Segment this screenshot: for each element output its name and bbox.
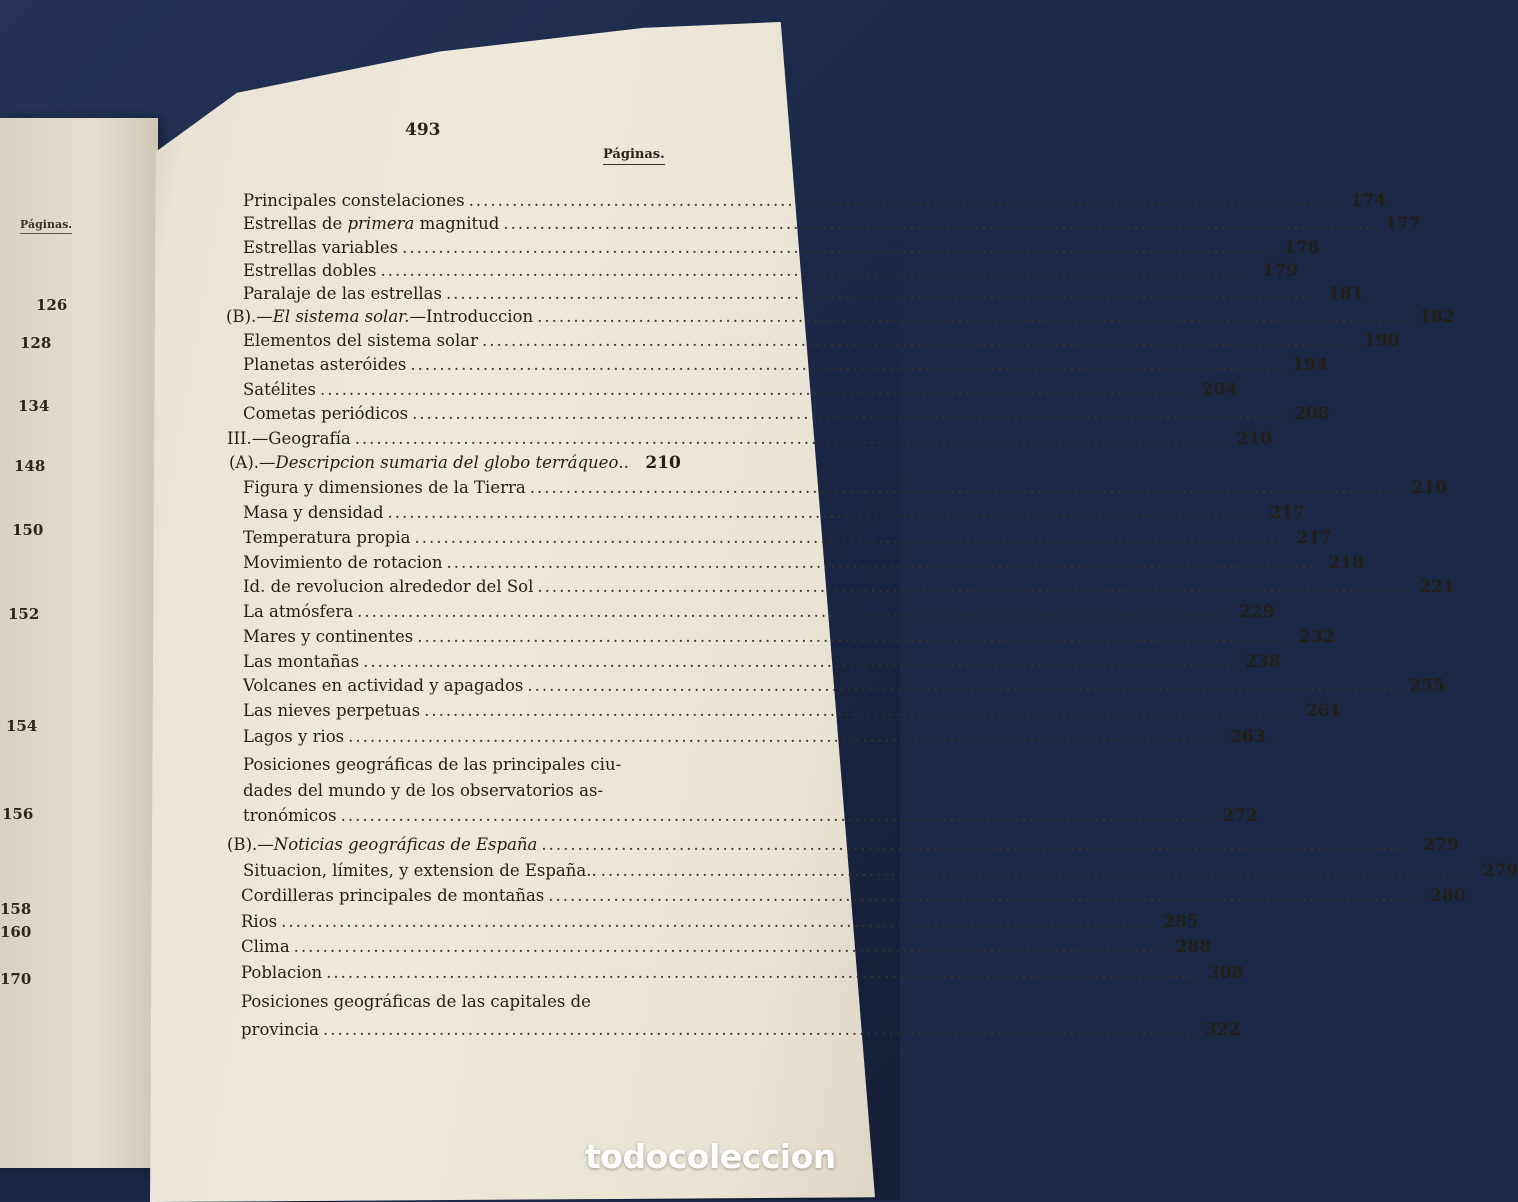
toc-entry-italic: primera: [347, 214, 415, 233]
dot-leader: ........................................................................................................................: [348, 727, 1218, 746]
toc-entry: [243, 191, 1387, 211]
dot-leader: ........................................................................................................................: [600, 861, 1471, 880]
dot-leader: ........................................................................................................................: [380, 261, 1250, 280]
toc-entry: [243, 238, 1320, 258]
toc-entry-page: 217: [1296, 528, 1332, 548]
toc-entry: [243, 261, 1298, 281]
dot-leader: ........................................................................................................................: [357, 602, 1227, 621]
left-page-number: 126: [36, 296, 68, 314]
toc-entry: [243, 380, 1238, 400]
toc-entry-label: Posiciones geográficas de las capitales de: [241, 992, 591, 1011]
toc-entry-label: Cordilleras principales de montañas: [241, 886, 545, 905]
toc-entry: [227, 835, 1459, 855]
toc-entry: [243, 627, 1335, 647]
toc-entry-page: 229: [1239, 602, 1275, 622]
toc-entry-page: 288: [1175, 937, 1212, 957]
toc-entry-label: Cometas periódicos: [243, 404, 409, 423]
dot-leader: ........................................................................................................................: [446, 553, 1316, 572]
toc-entry-label: Figura y dimensiones de la Tierra: [243, 478, 526, 497]
toc-entry-page: 178: [1284, 238, 1320, 258]
toc-entry-label: Estrellas variables: [243, 238, 399, 257]
dot-leader: ........................................................................................................................: [293, 937, 1164, 956]
toc-entry-label: Satélites: [243, 380, 316, 399]
toc-entry-page: 308: [1208, 963, 1244, 983]
toc-entry: [243, 214, 1421, 234]
left-page-number: 156: [2, 805, 34, 823]
dot-leader: ........................................................................................................................: [354, 429, 1225, 448]
toc-entry-label: (B).—Noticias geográficas de España: [227, 835, 538, 854]
toc-entry: [243, 755, 621, 774]
toc-entry-label: Principales constelaciones: [243, 191, 465, 210]
toc-entry-label: Las montañas: [243, 652, 360, 671]
toc-entry-page: 190: [1363, 331, 1400, 351]
dot-leader: ........................................................................................................................: [387, 503, 1257, 522]
toc-entry-page: 263: [1230, 727, 1266, 747]
toc-entry-label: (A).—Descripcion sumaria del globo terráqueo..: [229, 453, 629, 472]
toc-entry-label: Posiciones geográficas de las principales ciu-: [243, 755, 622, 774]
toc-entry-page: 217: [1269, 503, 1305, 523]
toc-entry-page: 179: [1262, 261, 1298, 281]
dot-leader: ........................................................................................................................: [468, 191, 1339, 210]
left-page-number: 154: [6, 717, 38, 735]
toc-entry: [243, 503, 1305, 523]
toc-entry-label: Situacion, límites, y extension de España..: [243, 861, 597, 880]
toc-entry-label: tronómicos: [243, 806, 337, 825]
toc-entry: [241, 912, 1199, 932]
dot-leader: ........................................................................................................................: [340, 806, 1210, 825]
toc-entry: [241, 992, 591, 1011]
toc-entry-page: 279: [1482, 861, 1518, 881]
toc-entry: [227, 429, 1273, 449]
toc-entry-label: III.—Geografía: [227, 429, 351, 448]
toc-entry-label: Lagos y rios: [243, 727, 345, 746]
toc-entry-label: Rios: [241, 912, 278, 931]
toc-entry-page: 194: [1292, 355, 1328, 375]
watermark-logo: todocoleccion: [585, 1137, 836, 1176]
toc-entry: [243, 528, 1332, 548]
toc-entry-label: Estrellas dobles: [243, 261, 377, 280]
toc-entry-italic: Descripcion sumaria del globo terráqueo: [275, 453, 619, 472]
toc-entry-page: 177: [1385, 214, 1421, 234]
toc-entry-page: 210: [1411, 478, 1448, 498]
dot-leader: ........................................................................................................................: [527, 676, 1397, 695]
toc-entry: [243, 331, 1400, 351]
toc-entry-label: Masa y densidad: [243, 503, 384, 522]
left-page-number: 158: [0, 900, 32, 918]
toc-entry-label: Planetas asteróides: [243, 355, 407, 374]
toc-entry-page: 174: [1350, 191, 1387, 211]
dot-leader: ........................................................................................................................: [414, 528, 1284, 547]
dot-leader: ........................................................................................................................: [402, 238, 1272, 257]
toc-entry-page: 255: [1409, 676, 1445, 696]
left-page-number: 170: [0, 970, 32, 988]
toc-entry: [243, 806, 1258, 826]
toc-entry: [229, 453, 681, 473]
toc-entry: [241, 937, 1212, 957]
toc-entry: [243, 404, 1330, 424]
dot-leader: ........................................................................................................................: [537, 307, 1407, 326]
toc-entry-label: Estrellas de primera magnitud: [243, 214, 500, 233]
toc-entry-label: provincia: [241, 1020, 319, 1039]
dot-leader: ........................................................................................................................: [503, 214, 1373, 233]
toc-entry: [243, 781, 603, 800]
toc-entry: [243, 727, 1266, 747]
dot-leader: ........................................................................................................................: [417, 627, 1287, 646]
dot-leader: ........................................................................................................................: [322, 1020, 1193, 1039]
toc-entry-label: La atmósfera: [243, 602, 354, 621]
toc-entry-label: Clima: [241, 937, 290, 956]
toc-entry-italic: Noticias geográficas de España: [273, 835, 538, 854]
toc-entry: [241, 1020, 1241, 1040]
toc-entry-label: Temperatura propia: [243, 528, 411, 547]
left-page-number: 134: [18, 397, 50, 415]
dot-leader: ........................................................................................................................: [424, 701, 1294, 720]
dot-leader: ........................................................................................................................: [548, 886, 1418, 905]
toc-entry-page: 261: [1305, 701, 1342, 721]
dot-leader: ........................................................................................................................: [326, 963, 1196, 982]
toc-entry-page: 322: [1204, 1020, 1241, 1040]
dot-leader: ........................................................................................................................: [445, 284, 1316, 303]
page-number: 493: [405, 120, 441, 140]
toc-entry-page: 218: [1328, 553, 1364, 573]
toc-entry: [243, 577, 1455, 597]
toc-entry: [226, 307, 1455, 327]
left-page-number: 148: [14, 457, 46, 475]
toc-entry-page: 280: [1430, 886, 1466, 906]
toc-entry-page: 181: [1327, 284, 1364, 304]
left-page-number: 150: [12, 521, 44, 539]
toc-entry-label: Volcanes en actividad y apagados: [243, 676, 524, 695]
toc-entry-page: 204: [1201, 380, 1238, 400]
toc-entry-label: Elementos del sistema solar: [243, 331, 478, 350]
toc-entry-page: 279: [1423, 835, 1459, 855]
toc-entry: [241, 886, 1466, 906]
toc-entry-label: Movimiento de rotacion: [243, 553, 443, 572]
toc-entry: [243, 478, 1448, 498]
dot-leader: ........................................................................................................................: [363, 652, 1233, 671]
dot-leader: ........................................................................................................................: [412, 404, 1282, 423]
toc-entry: [243, 553, 1364, 573]
toc-entry-page: 182: [1419, 307, 1455, 327]
toc-entry-label: Paralaje de las estrellas: [243, 284, 442, 303]
toc-entry-page: 238: [1245, 652, 1281, 672]
toc-entry-page: 210: [1236, 429, 1273, 449]
toc-entry: [243, 861, 1518, 881]
toc-entry: [243, 701, 1342, 721]
toc-entry-label: Id. de revolucion alrededor del Sol: [243, 577, 534, 596]
dot-leader: ........................................................................................................................: [482, 331, 1352, 350]
toc-entry: [243, 602, 1275, 622]
toc-entry-page: 272: [1222, 806, 1258, 826]
toc-entry-page: 232: [1299, 627, 1335, 647]
dot-leader: ........................................................................................................................: [281, 912, 1151, 931]
toc-entry-page: 210: [645, 453, 681, 473]
toc-entry-page: 221: [1419, 577, 1455, 597]
left-page-number: 128: [20, 334, 52, 352]
toc-entry: [241, 963, 1244, 983]
toc-entry-italic: El sistema solar.: [272, 307, 410, 326]
toc-entry: [243, 652, 1281, 672]
dot-leader: ........................................................................................................................: [537, 577, 1407, 596]
toc-entry-label: Poblacion: [241, 963, 323, 982]
dot-leader: ........................................................................................................................: [529, 478, 1400, 497]
toc-entry-label: Mares y continentes: [243, 627, 414, 646]
toc-entry: [243, 676, 1445, 696]
toc-entry: [243, 355, 1328, 375]
toc-entry-label: (B).—El sistema solar.—Introduccion: [226, 307, 534, 326]
dot-leader: ........................................................................................................................: [410, 355, 1280, 374]
left-page-header: Páginas.: [20, 218, 72, 234]
left-page-number: 152: [8, 605, 40, 623]
dot-leader: ........................................................................................................................: [541, 835, 1411, 854]
toc-entry-label: dades del mundo y de los observatorios as-: [243, 781, 604, 800]
toc-entry-page: 285: [1163, 912, 1199, 932]
toc-entry-label: Las nieves perpetuas: [243, 701, 421, 720]
toc-entry-page: 208: [1293, 404, 1330, 424]
pages-column-header: Páginas.: [603, 147, 665, 165]
left-page-number: 160: [0, 923, 32, 941]
toc-entry: [243, 284, 1364, 304]
dot-leader: ........................................................................................................................: [319, 380, 1190, 399]
